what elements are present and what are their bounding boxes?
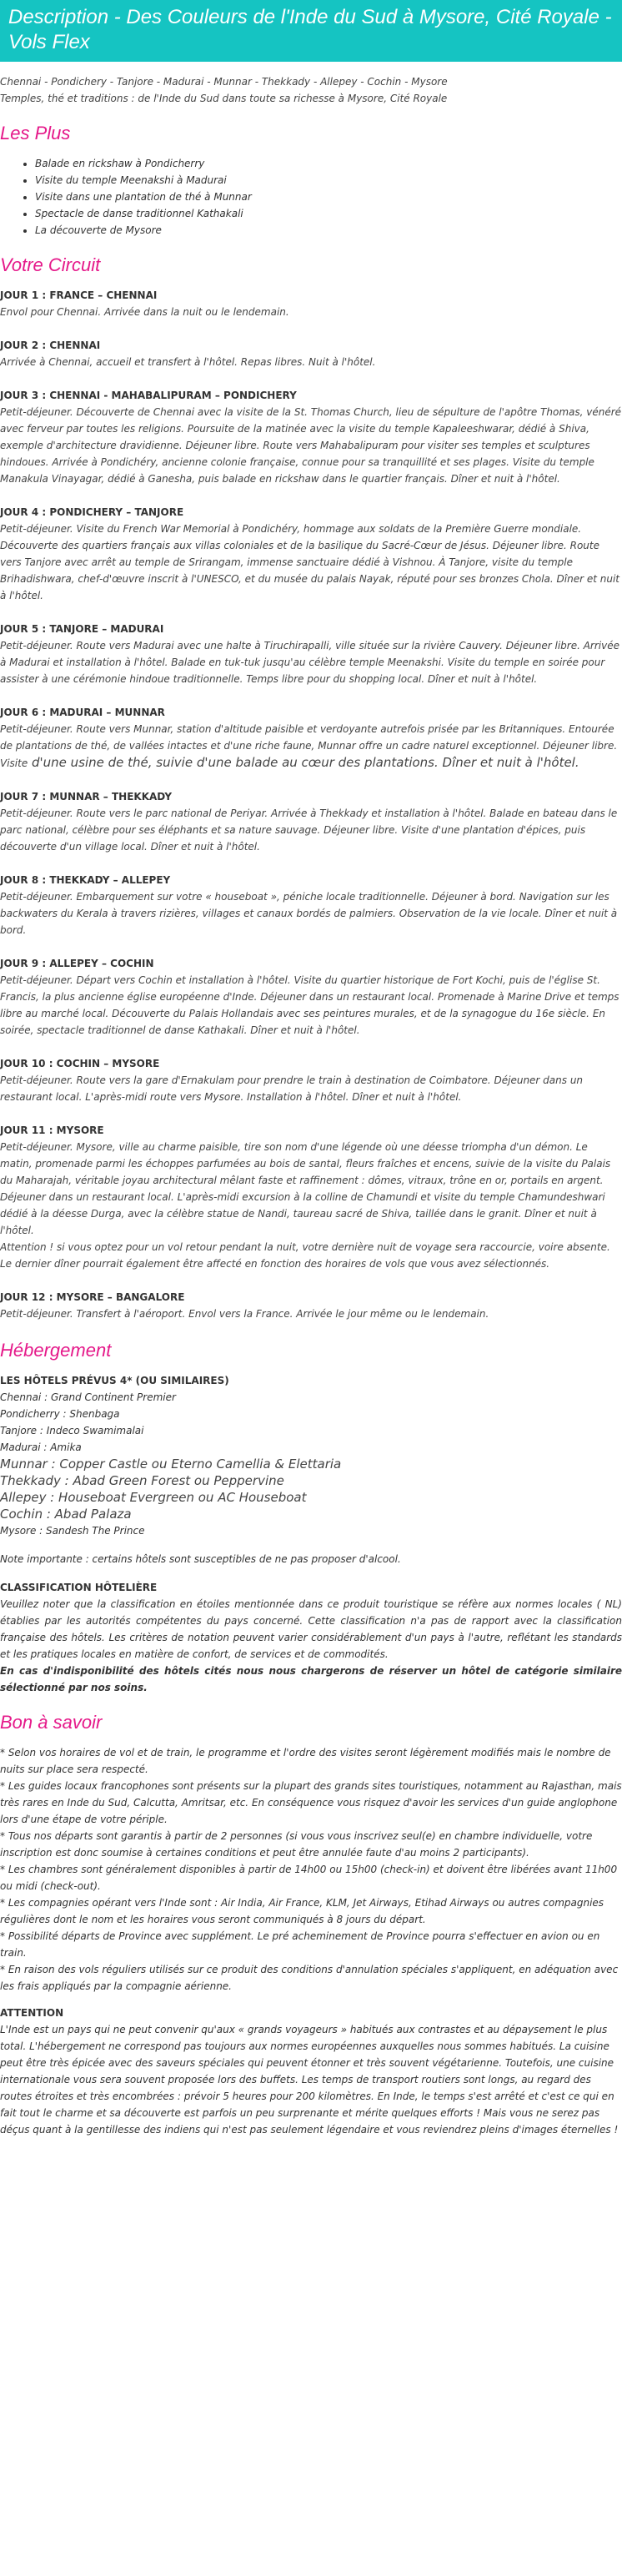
day-text: Petit-déjeuner. Visite du French War Memorial à Pondichéry, hommage aux soldats de la Première Guerre mondiale. Découverte des quartiers français aux villas coloniales et de la basilique du Sacré-Cœur de Jésus. Déjeuner libre. Route vers Tanjore avec arrêt au temple de Srirangam, immense sanctuaire dédié à Vishnou. À Tanjore, visite du temple Brihadishwara, chef-d'œuvre inscrit à l'UNESCO, et du musée du palais Nayak, réputé pour ses bronzes Chola. Dîner et nuit à l'hôtel.	[0, 523, 620, 601]
day-title: JOUR 1 : FRANCE – CHENNAI	[0, 289, 158, 301]
info-item: * Les chambres sont généralement disponibles à partir de 14h00 ou 15h00 (check-in) et doivent être libérées avant 11h00 ou midi (check-out).	[0, 1864, 618, 1892]
plus-item: • Visite du temple Meenakshi à Madurai	[35, 172, 622, 189]
day-text: Petit-déjeuner. Route vers Madurai avec une halte à Tiruchirapalli, ville située sur la rivière Cauvery. Déjeuner libre. Arrivée à Madurai et installation à l'hôtel. Balade en tuk-tuk jusqu'au célèbre temple Meenakshi. Visite du temple en soirée pour assister à une cérémonie hindoue traditionnelle. Temps libre pour du shopping local. Dîner et nuit à l'hôtel.	[0, 640, 619, 685]
day-text: Arrivée à Chennai, accueil et transfert à l'hôtel. Repas libres. Nuit à l'hôtel.	[0, 356, 376, 368]
hotel-note: Note importante : certains hôtels sont susceptibles de ne pas proposer d'alcool.	[0, 1553, 401, 1565]
day-block	[0, 387, 622, 487]
day-block	[0, 1055, 622, 1105]
info-item: * Les compagnies opérant vers l'Inde sont : Air India, Air France, KLM, Jet Airways, Etihad Airways ou autres compagnies régulières dont le nom et les horaires vous seront communiqués à 8 jours du départ.	[0, 1897, 604, 1925]
info-item: * Possibilité départs de Province avec supplément. Le pré acheminement de Province pourra s'effectuer en avion ou en train.	[0, 1930, 600, 1959]
day-title: JOUR 5 : TANJORE – MADURAI	[0, 623, 164, 635]
intro-route: Chennai - Pondichery - Tanjore - Madurai - Munnar - Thekkady - Allepey - Cochin - Mysore	[0, 76, 448, 88]
day-block	[0, 504, 622, 604]
intro-tagline: Temples, thé et traditions : de l'Inde du Sud dans toute sa richesse à Mysore, Cité Royale	[0, 93, 448, 104]
day-text: Envol pour Chennai. Arrivée dans la nuit ou le lendemain.	[0, 306, 289, 318]
plus-item: • Balade en rickshaw à Pondicherry	[35, 155, 622, 172]
day-title: JOUR 10 : COCHIN – MYSORE	[0, 1058, 160, 1069]
hotel-item: Madurai : Amika	[0, 1441, 82, 1453]
day-title: JOUR 6 : MADURAI – MUNNAR	[0, 707, 165, 718]
day-text: Petit-déjeuner. Route vers le parc national de Periyar. Arrivée à Thekkady et installation à l'hôtel. Balade en bateau dans le parc national, célèbre pour ses éléphants et sa nature sauvage. Déjeuner libre. Visite d'une plantation d'épices, puis découverte d'un village local. Dîner et nuit à l'hôtel.	[0, 808, 618, 853]
hotel-item: Chennai : Grand Continent Premier	[0, 1391, 176, 1403]
plus-item: • La découverte de Mysore	[35, 222, 622, 239]
day-text: Petit-déjeuner. Transfert à l'aéroport. Envol vers la France. Arrivée le jour même ou le lendemain.	[0, 1308, 489, 1320]
circuit-heading: Votre Circuit	[0, 254, 101, 275]
attention-title: ATTENTION	[0, 2007, 64, 2019]
hebergement-heading: Hébergement	[0, 1340, 112, 1361]
info-item: * Les guides locaux francophones sont présents sur la plupart des grands sites touristiques, notamment au Rajasthan, mais très rares en Inde du Sud, Calcutta, Amritsar, etc. En conséquence vous risquez d'avoir les services d'un guide anglophone lors d'une étape de votre périple.	[0, 1780, 622, 1825]
day-title: JOUR 7 : MUNNAR – THEKKADY	[0, 791, 173, 802]
day-text: Petit-déjeuner. Embarquement sur votre « houseboat », péniche locale traditionnelle. Déjeuner à bord. Navigation sur les backwaters du Kerala à travers rizières, villages et canaux bordés de palmiers. Observation de la vie locale. Dîner et nuit à bord.	[0, 891, 618, 936]
page-title: Description - Des Couleurs de l'Inde du Sud à Mysore, Cité Royale - Vols Flex	[0, 0, 622, 62]
plus-list	[0, 155, 622, 239]
day-block	[0, 788, 622, 855]
day-text: Petit-déjeuner. Mysore, ville au charme paisible, tire son nom d'une légende où une déesse triompha d'un démon. Le matin, promenade parmi les échoppes parfumées au bois de santal, fleurs fraîches et encens, suivie de la visite du Palais du Maharajah, véritable joyau architectural mêlant faste et raffinement : dômes, vitraux, trône en or, portails en argent. Déjeuner dans un restaurant local. L'après-midi excursion à la colline de Chamundi et visite du temple Chamundeshwari dédié à la déesse Durga, avec la célèbre statue de Nandi, taureau sacré de Shiva, taillée dans le granit. Dîner et nuit à l'hôtel.	[0, 1141, 611, 1236]
day-block	[0, 621, 622, 687]
classification-text: Veuillez noter que la classification en étoiles mentionnée dans ce produit touristique se réfère aux normes locales ( NL) établies par les autorités compétentes du pays concerné. Cette classification n'a pas de rapport avec la classification française des hôtels. Les critères de notation peuvent varier considérablement d'un pays à l'autre, reflétant les standards et les pratiques locales en matière de confort, de services et de commodités.	[0, 1598, 622, 1660]
info-item: * Selon vos horaires de vol et de train, le programme et l'ordre des visites seront légèrement modifiés mais le nombre de nuits sur place sera respecté.	[0, 1747, 611, 1775]
day-text: Petit-déjeuner. Découverte de Chennai avec la visite de la St. Thomas Church, lieu de sépulture de l'apôtre Thomas, vénéré avec ferveur par toutes les religions. Poursuite de la matinée avec la visite du temple Kapaleeshwarar, dédié à Shiva, exemple d'architecture dravidienne. Déjeuner libre. Route vers Mahabalipuram pour visiter ses temples et sculptures hindoues. Arrivée à Pondichéry, ancienne colonie française, connue pour sa tranquillité et ses plages. Visite du temple Manakula Vinayagar, dédié à Ganesha, puis balade en rickshaw dans le quartier français. Dîner et nuit à l'hôtel.	[0, 406, 622, 485]
day-title: JOUR 2 : CHENNAI	[0, 340, 101, 351]
day-text-part: Petit-déjeuner. Route vers Munnar, station d'altitude paisible et verdoyante autrefois prisée par les Britanniques. Entourée de plantations de thé, de vallées intactes et d'une riche faune, Munnar offre un cadre naturel exceptionnel. Déjeuner libre. Visite	[0, 723, 618, 769]
day-block	[0, 872, 622, 938]
day-text: Petit-déjeuner. Route vers la gare d'Ernakulam pour prendre le train à destination de Coimbatore. Déjeuner dans un restaurant local. L'après-midi route vers Mysore. Installation à l'hôtel. Dîner et nuit à l'hôtel.	[0, 1074, 584, 1103]
day-block	[0, 1122, 622, 1272]
hotel-item: Pondicherry : Shenbaga	[0, 1408, 120, 1420]
plus-item: • Visite dans une plantation de thé à Munnar	[35, 189, 622, 205]
day-block	[0, 704, 622, 772]
info-item: * Tous nos départs sont garantis à partir de 2 personnes (si vous vous inscrivez seul(e) en chambre individuelle, votre inscription est donc soumise à certaines conditions et peut être annulée faute d'au moins 2 participants).	[0, 1830, 593, 1859]
intro	[0, 73, 622, 107]
day-block	[0, 337, 622, 370]
day-block	[0, 1289, 622, 1322]
day-title: JOUR 9 : ALLEPEY – COCHIN	[0, 958, 154, 969]
day-warning: Attention ! si vous optez pour un vol retour pendant la nuit, votre dernière nuit de voyage sera raccourcie, voire absente. Le dernier dîner pourrait également être affecté en fonction des horaires de vols que vous avez sélectionnés.	[0, 1241, 610, 1270]
hotel-item: Allepey : Houseboat Evergreen ou AC Houseboat	[0, 1490, 307, 1505]
plus-item: • Spectacle de danse traditionnel Kathakali	[35, 205, 622, 222]
day-title: JOUR 3 : CHENNAI - MAHABALIPURAM – PONDICHERY	[0, 390, 297, 401]
hotel-item: Cochin : Abad Palaza	[0, 1507, 132, 1522]
day-text: Petit-déjeuner. Départ vers Cochin et installation à l'hôtel. Visite du quartier historique de Fort Kochi, puis de l'église St. Francis, la plus ancienne église européenne d'Inde. Déjeuner dans un restaurant local. Promenade à Marine Drive et temps libre au marché local. Découverte du Palais Hollandais avec ses peintures murales, et de la synagogue du 16e siècle. En soirée, spectacle traditionnel de danse Kathakali. Dîner et nuit à l'hôtel.	[0, 974, 619, 1036]
day-block	[0, 287, 622, 320]
day-block	[0, 955, 622, 1039]
classification-title: CLASSIFICATION HÔTELIÈRE	[0, 1582, 158, 1593]
day-text	[0, 721, 622, 772]
bon-a-savoir-heading: Bon à savoir	[0, 1712, 103, 1733]
day-text-part-large: d'une usine de thé, suivie d'une balade au cœur des plantations. Dîner et nuit à l'hôtel.	[28, 755, 579, 770]
day-title: JOUR 4 : PONDICHERY – TANJORE	[0, 506, 184, 518]
day-title: JOUR 11 : MYSORE	[0, 1124, 104, 1136]
hotel-item: Mysore : Sandesh The Prince	[0, 1525, 145, 1537]
classification-bold: En cas d'indisponibilité des hôtels cités nous nous chargerons de réserver un hôtel de catégorie similaire sélectionné par nos soins.	[0, 1665, 622, 1693]
plus-heading: Les Plus	[0, 123, 71, 143]
hotel-item: Thekkady : Abad Green Forest ou Peppervine	[0, 1473, 284, 1488]
hotel-item: Munnar : Copper Castle ou Eterno Camellia & Elettaria	[0, 1457, 342, 1472]
hotels-subheading: LES HÔTELS PRÉVUS 4* (OU SIMILAIRES)	[0, 1375, 229, 1386]
info-item: * En raison des vols réguliers utilisés sur ce produit des conditions d'annulation spéciales s'appliquent, en adéquation avec les frais appliqués par la compagnie aérienne.	[0, 1964, 619, 1992]
day-title: JOUR 8 : THEKKADY – ALLEPEY	[0, 874, 171, 886]
attention-text: L'Inde est un pays qui ne peut convenir qu'aux « grands voyageurs » habitués aux contrastes et au dépaysement le plus total. L'hébergement ne correspond pas toujours aux normes européennes auxquelles nous sommes habitués. La cuisine peut être très épicée avec des saveurs spéciales qui peuvent étonner et très souvent végétarienne. Toutefois, une cuisine internationale vous sera souvent proposée lors des buffets. Les temps de transport routiers sont longs, au regard des routes étroites et très encombrées : prévoir 5 heures pour 200 kilomètres. En Inde, le temps s'est arrêté et c'est ce qui en fait tout le charme et sa découverte est parfois un peu surprenante et mérite quelques efforts ! Mais vous ne serez pas déçus quant à la gentillesse des indiens qui n'est pas seulement légendaire et vous reviendrez pleins d'images éternelles !	[0, 2024, 619, 2136]
hotel-item: Tanjore : Indeco Swamimalai	[0, 1425, 144, 1436]
day-title: JOUR 12 : MYSORE – BANGALORE	[0, 1291, 185, 1303]
